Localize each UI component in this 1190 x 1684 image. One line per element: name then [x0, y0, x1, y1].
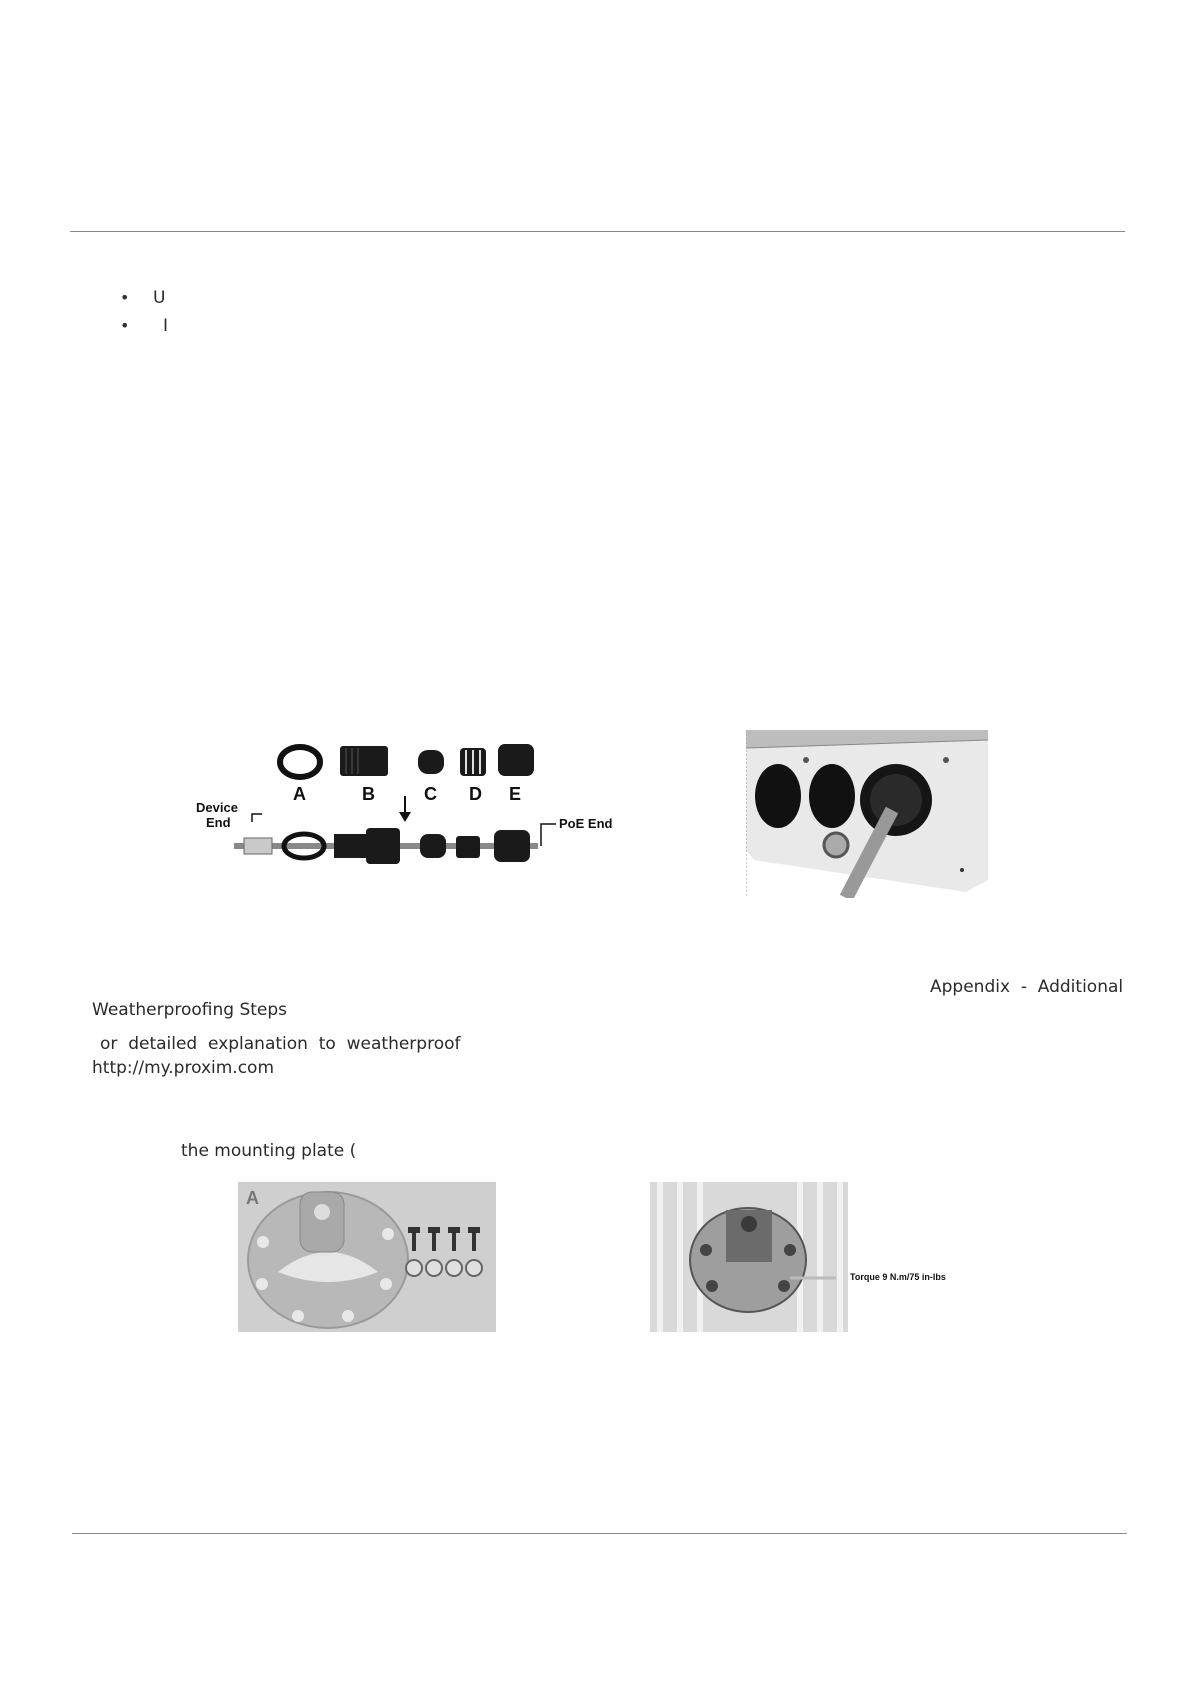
header-rule [70, 231, 1125, 232]
proxim-link[interactable]: http://my.proxim.com [92, 1058, 275, 1078]
bullet-marker-2: • [120, 316, 130, 335]
appendix-reference: Appendix - Additional [930, 977, 1124, 997]
cable-gland-parts-figure [194, 734, 624, 869]
mounting-step-text: the mounting plate ( [181, 1141, 357, 1161]
mounting-plate-photo [238, 1182, 496, 1332]
device-end-label-2: End [206, 815, 231, 830]
plate-label-a: A [246, 1188, 259, 1208]
plate-installed-photo [650, 1182, 966, 1332]
gland-body-part [340, 746, 388, 776]
bullet-text-1: U [153, 288, 166, 308]
bullet-marker-1: • [120, 288, 130, 307]
part-label-c: C [424, 784, 437, 804]
bullet-text-2: I [163, 316, 169, 336]
appendix-reference-cont: Weatherproofing Steps [92, 1000, 288, 1020]
part-label-a: A [293, 784, 306, 804]
part-label-d: D [469, 784, 482, 804]
device-end-label-1: Device [196, 800, 238, 815]
part-label-e: E [509, 784, 522, 804]
footer-rule [72, 1533, 1127, 1534]
part-label-b: B [362, 784, 375, 804]
poe-end-label: PoE End [559, 816, 613, 831]
seal-part [418, 750, 444, 774]
torque-label: Torque 9 N.m/75 in-lbs [850, 1272, 946, 1282]
cap-nut-part [498, 744, 534, 776]
enclosure-gland-photo [746, 730, 988, 898]
explanation-text: or detailed explanation to weatherproof [100, 1034, 461, 1054]
